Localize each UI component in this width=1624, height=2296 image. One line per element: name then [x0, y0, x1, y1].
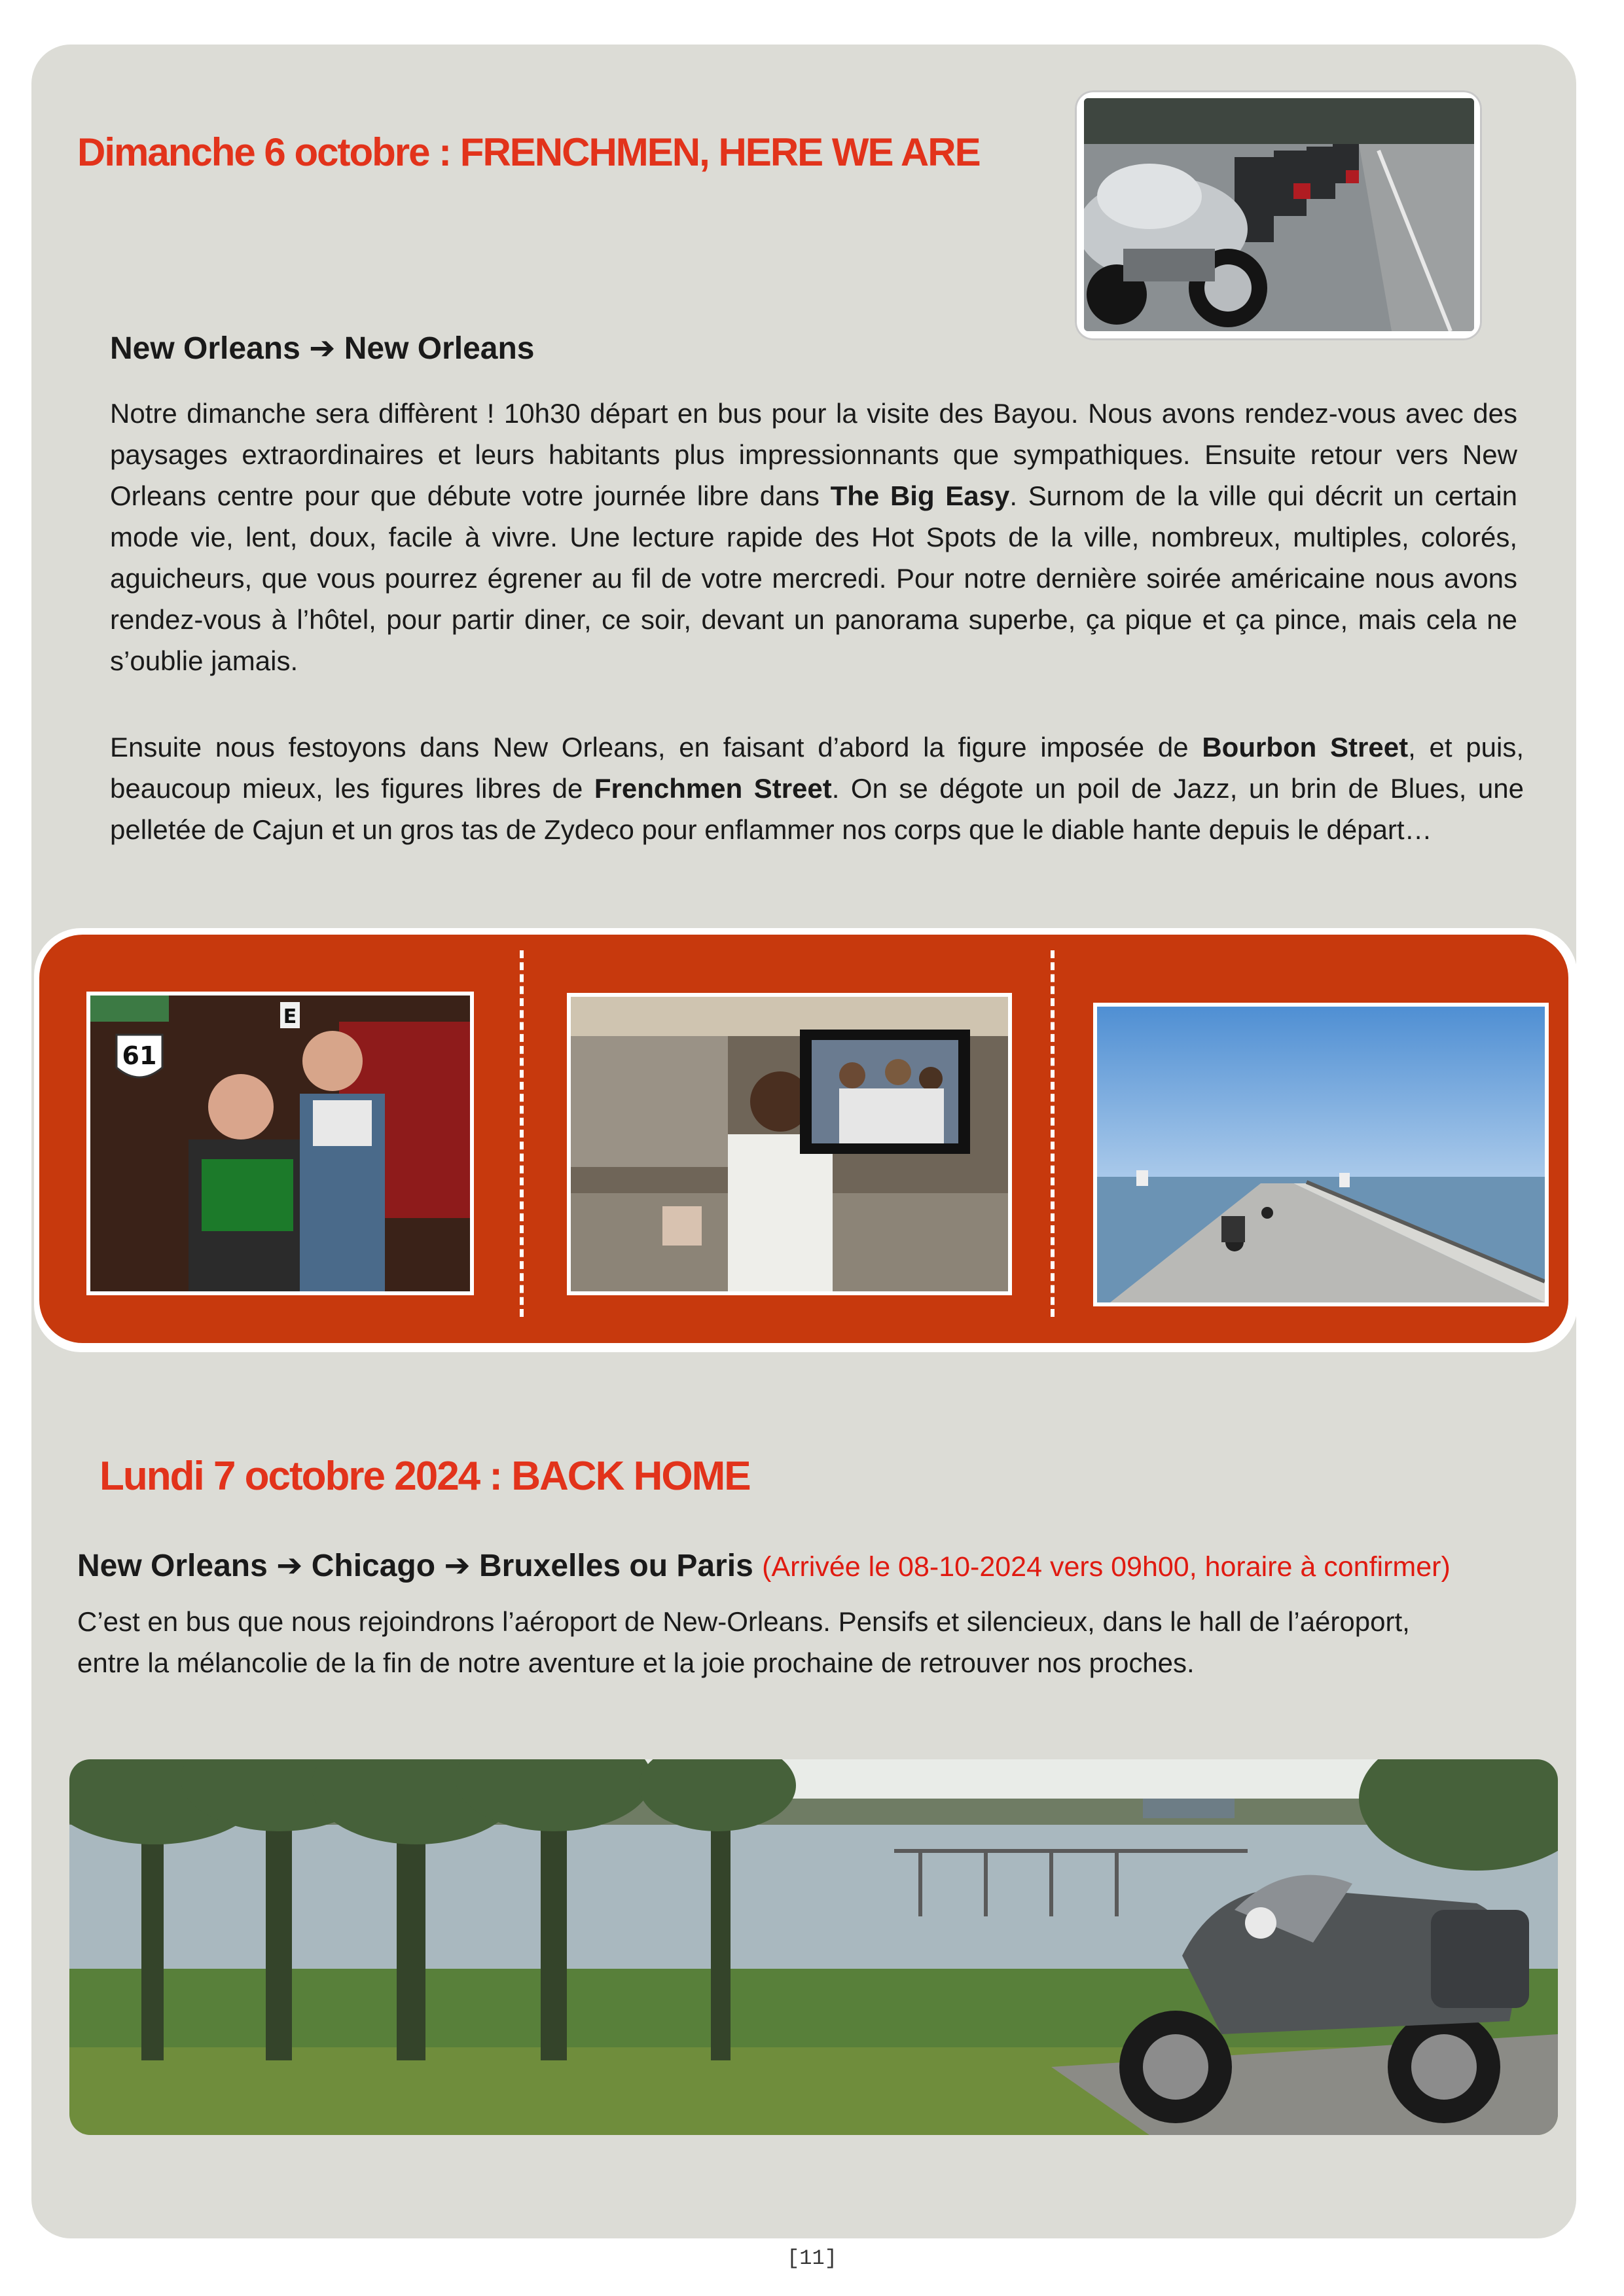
musicians-photo	[90, 996, 470, 1291]
lake-motorcycle-photo	[69, 1759, 1558, 2135]
bold-phrase: Bourbon Street	[1202, 732, 1409, 762]
arrow-right-icon: ➔	[444, 1549, 471, 1583]
arrow-right-icon: ➔	[309, 331, 336, 366]
man-with-photo	[571, 997, 1008, 1291]
letter-sign: E	[283, 1005, 297, 1028]
bridge-road-photo-frame	[1093, 1003, 1549, 1306]
arrival-note: (Arrivée le 08-10-2024 vers 09h00, horaire à confirmer)	[762, 1551, 1451, 1583]
day2-title: Lundi 7 octobre 2024 : BACK HOME	[99, 1454, 750, 1499]
bridge-road-photo	[1097, 1007, 1545, 1302]
bold-phrase: The Big Easy	[830, 480, 1010, 511]
route-stop-3: Bruxelles ou Paris	[478, 1549, 753, 1583]
motorcycles-row-photo-frame	[1075, 90, 1482, 340]
text-run: , et puis, beaucoup mieux, les figures libres de	[110, 732, 1525, 804]
day1-paragraph2	[110, 726, 1524, 850]
route-to: New Orleans	[344, 331, 535, 366]
day2-route	[77, 1547, 1451, 1584]
man-with-photo-frame	[567, 993, 1012, 1295]
musicians-photo-frame	[86, 992, 474, 1295]
bold-phrase: Frenchmen Street	[594, 773, 832, 804]
route-61-sign: 61	[122, 1041, 157, 1070]
text-run: . Surnom de la ville qui décrit un certain mode vie, lent, doux, facile à vivre. Une lecture rapide des Hot Spots de la ville, nombreux, multiples, colorés, aguicheurs, que vous pourrez égrener au fil de votre mercredi. Pour notre dernière soirée américaine nous avons rendez-vous à l’hôtel, pour partir diner, ce soir, devant un panorama superbe, ça pique et ça pince, mais cela ne s’oublie jamais.	[110, 480, 1517, 676]
band-divider	[1051, 950, 1055, 1317]
motorcycles-row-photo	[1084, 98, 1474, 331]
text-run: . On se dégote un poil de Jazz, un brin de Blues, une pelletée de Cajun et un gros tas de Zydeco pour enflammer nos corps que le diable hante depuis le départ…	[110, 773, 1525, 845]
route-from: New Orleans	[110, 331, 300, 366]
text-run: Ensuite nous festoyons dans New Orleans, en faisant d’abord la figure imposée de	[110, 732, 1202, 762]
day1-route	[110, 330, 535, 367]
route-stop-1: New Orleans	[77, 1549, 268, 1583]
route-stop-2: Chicago	[311, 1549, 436, 1583]
day2-paragraph: C’est en bus que nous rejoindrons l’aéroport de New-Orleans. Pensifs et silencieux, dans le hall de l’aéroport, entre la mélancolie de la fin de notre aventure et la joie prochaine de retrouver nos proches.	[77, 1606, 1410, 1678]
day1-paragraph1	[110, 393, 1517, 681]
text-run: Notre dimanche sera diffèrent ! 10h30 départ en bus pour la visite des Bayou. Nous avons rendez-vous avec des paysages extraordinaires et leurs habitants plus impressionnants que sympathiques. Ensuite retour vers New Orleans centre pour que débute votre journée libre dans	[110, 398, 1517, 511]
arrow-right-icon: ➔	[276, 1549, 303, 1583]
page-number: [11]	[787, 2246, 837, 2270]
day1-title: Dimanche 6 octobre : FRENCHMEN, HERE WE ARE	[77, 130, 980, 174]
band-divider	[520, 950, 524, 1317]
